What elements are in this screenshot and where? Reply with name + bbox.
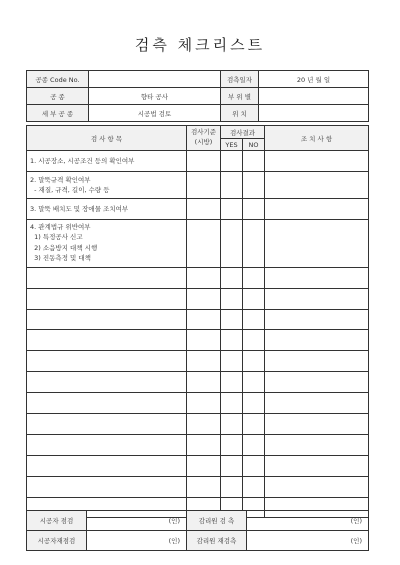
yes-cell[interactable]	[221, 393, 243, 414]
checklist-row	[27, 455, 369, 476]
checklist-row	[27, 393, 369, 414]
no-cell[interactable]	[243, 330, 265, 351]
item-cell[interactable]	[27, 434, 187, 455]
info-row	[27, 71, 369, 88]
standard-column-header: 검사기준 (시방)	[187, 126, 221, 151]
action-cell[interactable]	[265, 267, 369, 288]
info-row	[27, 88, 369, 105]
item-cell[interactable]	[27, 309, 187, 330]
standard-cell[interactable]	[187, 267, 221, 288]
no-cell[interactable]	[243, 476, 265, 497]
contractor-check-label: 시공자 점검	[27, 511, 87, 531]
yes-cell[interactable]	[221, 372, 243, 393]
standard-cell[interactable]	[187, 151, 221, 172]
no-cell[interactable]	[243, 219, 265, 267]
action-cell[interactable]	[265, 309, 369, 330]
standard-cell[interactable]	[187, 309, 221, 330]
item-line: - 재질, 규격, 길이, 수량 등	[30, 185, 110, 194]
yes-cell[interactable]	[221, 219, 243, 267]
detail-type-label: 세 부 공 종	[27, 105, 89, 122]
checklist-row	[27, 330, 369, 351]
standard-cell[interactable]	[187, 455, 221, 476]
no-column-header: NO	[243, 139, 265, 151]
no-cell[interactable]	[243, 414, 265, 435]
action-cell[interactable]	[265, 434, 369, 455]
location-value[interactable]	[259, 105, 369, 122]
supervisor-reinspect-label: 감리원 재검측	[187, 531, 247, 551]
action-column-header: 조 치 사 항	[265, 126, 369, 151]
signature-row	[27, 531, 369, 551]
checklist-row	[27, 414, 369, 435]
yes-cell[interactable]	[221, 414, 243, 435]
item-line: 2. 말뚝규격 확인여부	[30, 175, 91, 184]
no-cell[interactable]	[243, 198, 265, 219]
standard-cell[interactable]	[187, 476, 221, 497]
item-text	[27, 219, 187, 267]
signature-row	[27, 511, 369, 531]
item-cell[interactable]	[27, 330, 187, 351]
item-text	[27, 198, 187, 219]
no-cell[interactable]	[243, 372, 265, 393]
no-cell[interactable]	[243, 309, 265, 330]
item-cell[interactable]	[27, 414, 187, 435]
no-cell[interactable]	[243, 455, 265, 476]
item-cell[interactable]	[27, 351, 187, 372]
yes-cell[interactable]	[221, 309, 243, 330]
yes-cell[interactable]	[221, 476, 243, 497]
no-cell[interactable]	[243, 267, 265, 288]
action-cell[interactable]	[265, 330, 369, 351]
item-cell[interactable]	[27, 476, 187, 497]
result-column-header: 검사결과	[221, 126, 265, 139]
standard-cell[interactable]	[187, 171, 221, 198]
no-cell[interactable]	[243, 393, 265, 414]
yes-cell[interactable]	[221, 434, 243, 455]
yes-cell[interactable]	[221, 267, 243, 288]
action-cell[interactable]	[265, 455, 369, 476]
info-table	[26, 70, 369, 122]
contractor-material-seal[interactable]: (인)	[87, 531, 187, 551]
standard-cell[interactable]	[187, 219, 221, 267]
yes-cell[interactable]	[221, 171, 243, 198]
item-cell[interactable]	[27, 372, 187, 393]
no-cell[interactable]	[243, 351, 265, 372]
checklist-table	[26, 125, 369, 518]
part-label: 부 위 별	[221, 88, 259, 105]
item-cell[interactable]	[27, 288, 187, 309]
item-text	[27, 151, 187, 172]
standard-cell[interactable]	[187, 288, 221, 309]
no-cell[interactable]	[243, 288, 265, 309]
code-label: 공종 Code No.	[27, 71, 89, 88]
standard-cell[interactable]	[187, 198, 221, 219]
info-row	[27, 105, 369, 122]
checklist-row	[27, 171, 369, 198]
action-cell[interactable]	[265, 288, 369, 309]
contractor-material-label: 시공자재점검	[27, 531, 87, 551]
standard-cell[interactable]	[187, 393, 221, 414]
yes-cell[interactable]	[221, 151, 243, 172]
supervisor-reinspect-seal[interactable]: (인)	[247, 531, 369, 551]
detail-type-value[interactable]: 시공법 검토	[89, 105, 221, 122]
checklist-row	[27, 198, 369, 219]
item-line: 1. 시공장소, 시공조건 등의 확인여부	[30, 156, 135, 165]
item-cell[interactable]	[27, 267, 187, 288]
yes-cell[interactable]	[221, 288, 243, 309]
supervisor-inspect-seal[interactable]: (인)	[247, 511, 369, 531]
action-cell[interactable]	[265, 219, 369, 267]
item-cell[interactable]	[27, 393, 187, 414]
yes-cell[interactable]	[221, 351, 243, 372]
item-line: 3) 진동측정 및 대책	[30, 253, 91, 262]
standard-cell[interactable]	[187, 330, 221, 351]
item-cell[interactable]	[27, 455, 187, 476]
action-cell[interactable]	[265, 351, 369, 372]
item-line: 2) 소음방지 대책 시행	[30, 243, 98, 252]
standard-cell[interactable]	[187, 351, 221, 372]
checklist-row	[27, 476, 369, 497]
yes-cell[interactable]	[221, 198, 243, 219]
action-cell[interactable]	[265, 198, 369, 219]
checklist-row	[27, 267, 369, 288]
no-cell[interactable]	[243, 171, 265, 198]
part-value[interactable]	[259, 88, 369, 105]
no-cell[interactable]	[243, 434, 265, 455]
item-line: 4. 관계법규 위반여부	[30, 222, 91, 231]
yes-cell[interactable]	[221, 455, 243, 476]
contractor-check-seal[interactable]: (인)	[87, 511, 187, 531]
work-type-value[interactable]: 향타 공사	[89, 88, 221, 105]
action-cell[interactable]	[265, 372, 369, 393]
location-label: 위 치	[221, 105, 259, 122]
yes-column-header: YES	[221, 139, 243, 151]
action-cell[interactable]	[265, 171, 369, 198]
item-text	[27, 171, 187, 198]
action-cell[interactable]	[265, 393, 369, 414]
signature-table	[26, 510, 369, 551]
checklist-row	[27, 219, 369, 267]
yes-cell[interactable]	[221, 330, 243, 351]
page-title: 검측 체크리스트	[134, 36, 266, 54]
header-row	[27, 126, 369, 139]
checklist-row	[27, 151, 369, 172]
supervisor-inspect-label: 감리원 검 측	[187, 511, 247, 531]
checklist-row	[27, 434, 369, 455]
standard-cell[interactable]	[187, 434, 221, 455]
item-line: 3. 말뚝 배치도 및 장애물 조치여부	[30, 204, 129, 213]
action-cell[interactable]	[265, 151, 369, 172]
action-cell[interactable]	[265, 476, 369, 497]
item-column-header: 검 사 항 목	[27, 126, 187, 151]
date-label: 검측일자	[221, 71, 259, 88]
standard-cell[interactable]	[187, 372, 221, 393]
item-line: 1) 특정공사 신고	[30, 233, 83, 242]
checklist-row	[27, 372, 369, 393]
checklist-row	[27, 351, 369, 372]
code-value[interactable]	[89, 71, 221, 88]
no-cell[interactable]	[243, 151, 265, 172]
checklist-row	[27, 288, 369, 309]
work-type-label: 공 종	[27, 88, 89, 105]
date-value[interactable]: 20 년 월 일	[259, 71, 369, 88]
checklist-row	[27, 309, 369, 330]
standard-cell[interactable]	[187, 414, 221, 435]
action-cell[interactable]	[265, 414, 369, 435]
